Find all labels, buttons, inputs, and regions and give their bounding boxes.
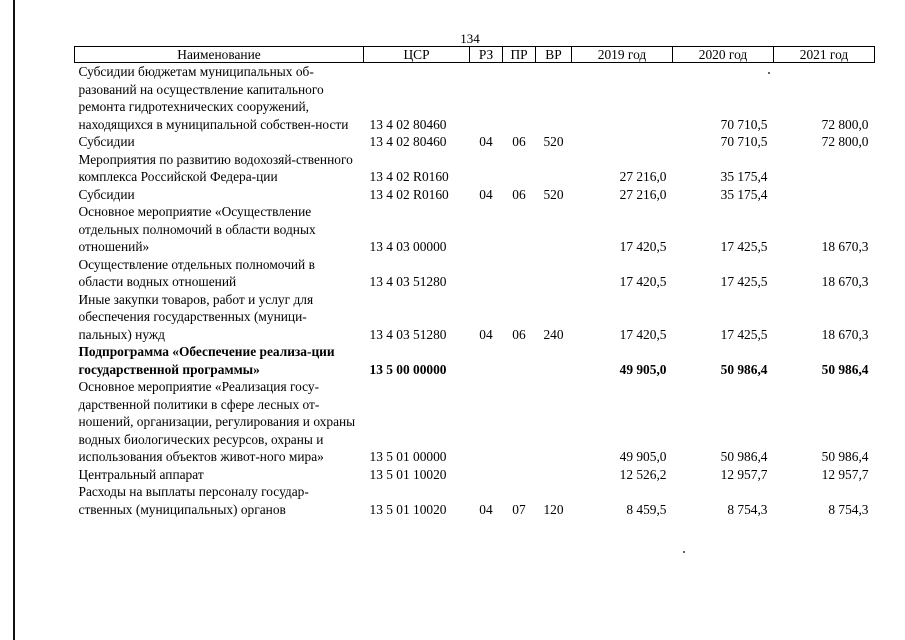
header-2019: 2019 год (572, 47, 673, 63)
table-row (75, 133, 875, 151)
cell-rz (470, 466, 503, 484)
cell-2020: 35 175,4 (720, 169, 768, 184)
cell-2020: 70 710,5 (720, 116, 768, 132)
cell-rz: 04 (479, 501, 493, 517)
cell-pr: 06 (512, 186, 526, 202)
header-pr: ПР (503, 47, 536, 63)
cell-2021: 72 800,0 (821, 134, 869, 149)
cell-2019: 17 420,5 (619, 326, 667, 342)
cell-2021 (774, 151, 875, 186)
cell-vr (536, 343, 572, 378)
header-vr: ВР (536, 47, 572, 63)
table-row (75, 378, 875, 466)
header-name: Наименование (75, 47, 364, 63)
cell-csr: 13 4 03 51280 (369, 274, 447, 289)
cell-2021: 8 754,3 (828, 501, 869, 517)
cell-csr: 13 4 02 80460 (369, 134, 447, 149)
cell-2021: 18 670,3 (821, 326, 869, 342)
header-rz: РЗ (470, 47, 503, 63)
cell-2020: 35 175,4 (720, 186, 768, 202)
cell-pr: 06 (512, 134, 526, 149)
cell-csr: 13 5 00 00000 (369, 361, 447, 377)
table-row (75, 256, 875, 291)
cell-2021: 50 986,4 (821, 449, 869, 464)
cell-name: Основное мероприятие «Реализация госу-дарственной политики в сфере лесных от-ношений, организации, регулирования и охраны водных биологических ресурсов, охраны и использования объектов живот-ного мира» (78, 379, 356, 464)
cell-2020: 17 425,5 (720, 239, 768, 254)
table-row (75, 186, 875, 204)
table-row (75, 291, 875, 344)
cell-vr (536, 256, 572, 291)
cell-csr: 13 4 02 80460 (369, 116, 447, 132)
cell-name: Основное мероприятие «Осуществление отдельных полномочий в области водных отношений» (78, 204, 316, 254)
cell-vr: 520 (543, 134, 564, 149)
cell-name: Субсидии (78, 186, 135, 202)
cell-rz: 04 (479, 186, 493, 202)
cell-2019: 27 216,0 (619, 169, 667, 184)
cell-vr (536, 203, 572, 256)
header-2021: 2021 год (774, 47, 875, 63)
cell-2019: 8 459,5 (626, 501, 667, 517)
table-header-row (75, 47, 875, 63)
cell-pr: 07 (512, 501, 526, 517)
cell-2019 (572, 63, 673, 134)
cell-2020: 50 986,4 (720, 449, 768, 464)
table-row (75, 343, 875, 378)
cell-pr (503, 256, 536, 291)
cell-vr (536, 378, 572, 466)
header-csr: ЦСР (364, 47, 470, 63)
cell-2019: 49 905,0 (619, 361, 667, 377)
cell-pr: 06 (512, 326, 526, 342)
cell-csr: 13 5 01 10020 (369, 501, 447, 517)
cell-pr (503, 203, 536, 256)
cell-2019 (572, 133, 673, 151)
cell-pr (503, 343, 536, 378)
table-row (75, 63, 875, 134)
page-number: 134 (460, 31, 480, 46)
cell-2019: 12 526,2 (619, 466, 667, 482)
cell-vr (536, 151, 572, 186)
cell-2020: 17 425,5 (720, 274, 768, 289)
cell-csr: 13 4 02 R0160 (369, 169, 449, 184)
cell-name: Иные закупки товаров, работ и услуг для обеспечения государственных (муници-пальных) нужд (78, 291, 314, 342)
cell-2019: 27 216,0 (619, 186, 667, 202)
cell-vr: 240 (543, 326, 564, 342)
cell-csr: 13 5 01 10020 (369, 466, 447, 482)
cell-name: Осуществление отдельных полномочий в области водных отношений (78, 256, 315, 289)
cell-2019: 17 420,5 (619, 239, 667, 254)
cell-csr: 13 4 03 00000 (369, 239, 447, 254)
cell-csr: 13 4 03 51280 (369, 326, 447, 342)
cell-rz (470, 378, 503, 466)
cell-2021: 18 670,3 (821, 239, 869, 254)
cell-2019: 17 420,5 (619, 274, 667, 289)
cell-rz (470, 203, 503, 256)
cell-2020: 17 425,5 (720, 326, 768, 342)
cell-name: Мероприятия по развитию водохозяй-ственного комплекса Российской Федера-ции (78, 151, 353, 184)
cell-2020: 50 986,4 (720, 361, 768, 377)
cell-name: Субсидии бюджетам муниципальных об-разований на осуществление капитального ремонта гидротехнических сооружений, находящихся в муниципальной собствен-ности (78, 64, 349, 132)
cell-rz: 04 (479, 326, 493, 342)
cell-2019: 49 905,0 (619, 449, 667, 464)
table-row (75, 483, 875, 518)
cell-pr (503, 151, 536, 186)
scan-left-border (13, 0, 15, 640)
cell-vr: 120 (543, 501, 564, 517)
cell-name: Центральный аппарат (78, 466, 204, 482)
cell-2021: 18 670,3 (821, 274, 869, 289)
cell-vr (536, 63, 572, 134)
cell-name: Подпрограмма «Обеспечение реализа-ции государственной программы» (78, 344, 335, 377)
table-row (75, 151, 875, 186)
cell-2021: 50 986,4 (821, 361, 869, 377)
cell-name: Субсидии (78, 134, 135, 149)
cell-rz (470, 63, 503, 134)
cell-rz: 04 (479, 134, 493, 149)
cell-pr (503, 378, 536, 466)
cell-csr: 13 4 02 R0160 (369, 186, 449, 202)
cell-vr: 520 (543, 186, 564, 202)
cell-rz (470, 151, 503, 186)
budget-table (74, 46, 875, 518)
cell-2020: 70 710,5 (720, 134, 768, 149)
cell-2021 (774, 186, 875, 204)
table-body (75, 63, 875, 519)
scan-speck (768, 72, 770, 74)
cell-pr (503, 63, 536, 134)
table-row (75, 466, 875, 484)
cell-2021: 72 800,0 (821, 116, 869, 132)
cell-vr (536, 466, 572, 484)
table-row (75, 203, 875, 256)
cell-pr (503, 466, 536, 484)
cell-2021: 12 957,7 (821, 466, 869, 482)
cell-csr: 13 5 01 00000 (369, 449, 447, 464)
header-2020: 2020 год (673, 47, 774, 63)
scan-speck (683, 551, 685, 553)
cell-2020: 8 754,3 (727, 501, 768, 517)
cell-2020: 12 957,7 (720, 466, 768, 482)
cell-rz (470, 343, 503, 378)
cell-name: Расходы на выплаты персоналу государ-ственных (муниципальных) органов (78, 484, 309, 517)
cell-rz (470, 256, 503, 291)
